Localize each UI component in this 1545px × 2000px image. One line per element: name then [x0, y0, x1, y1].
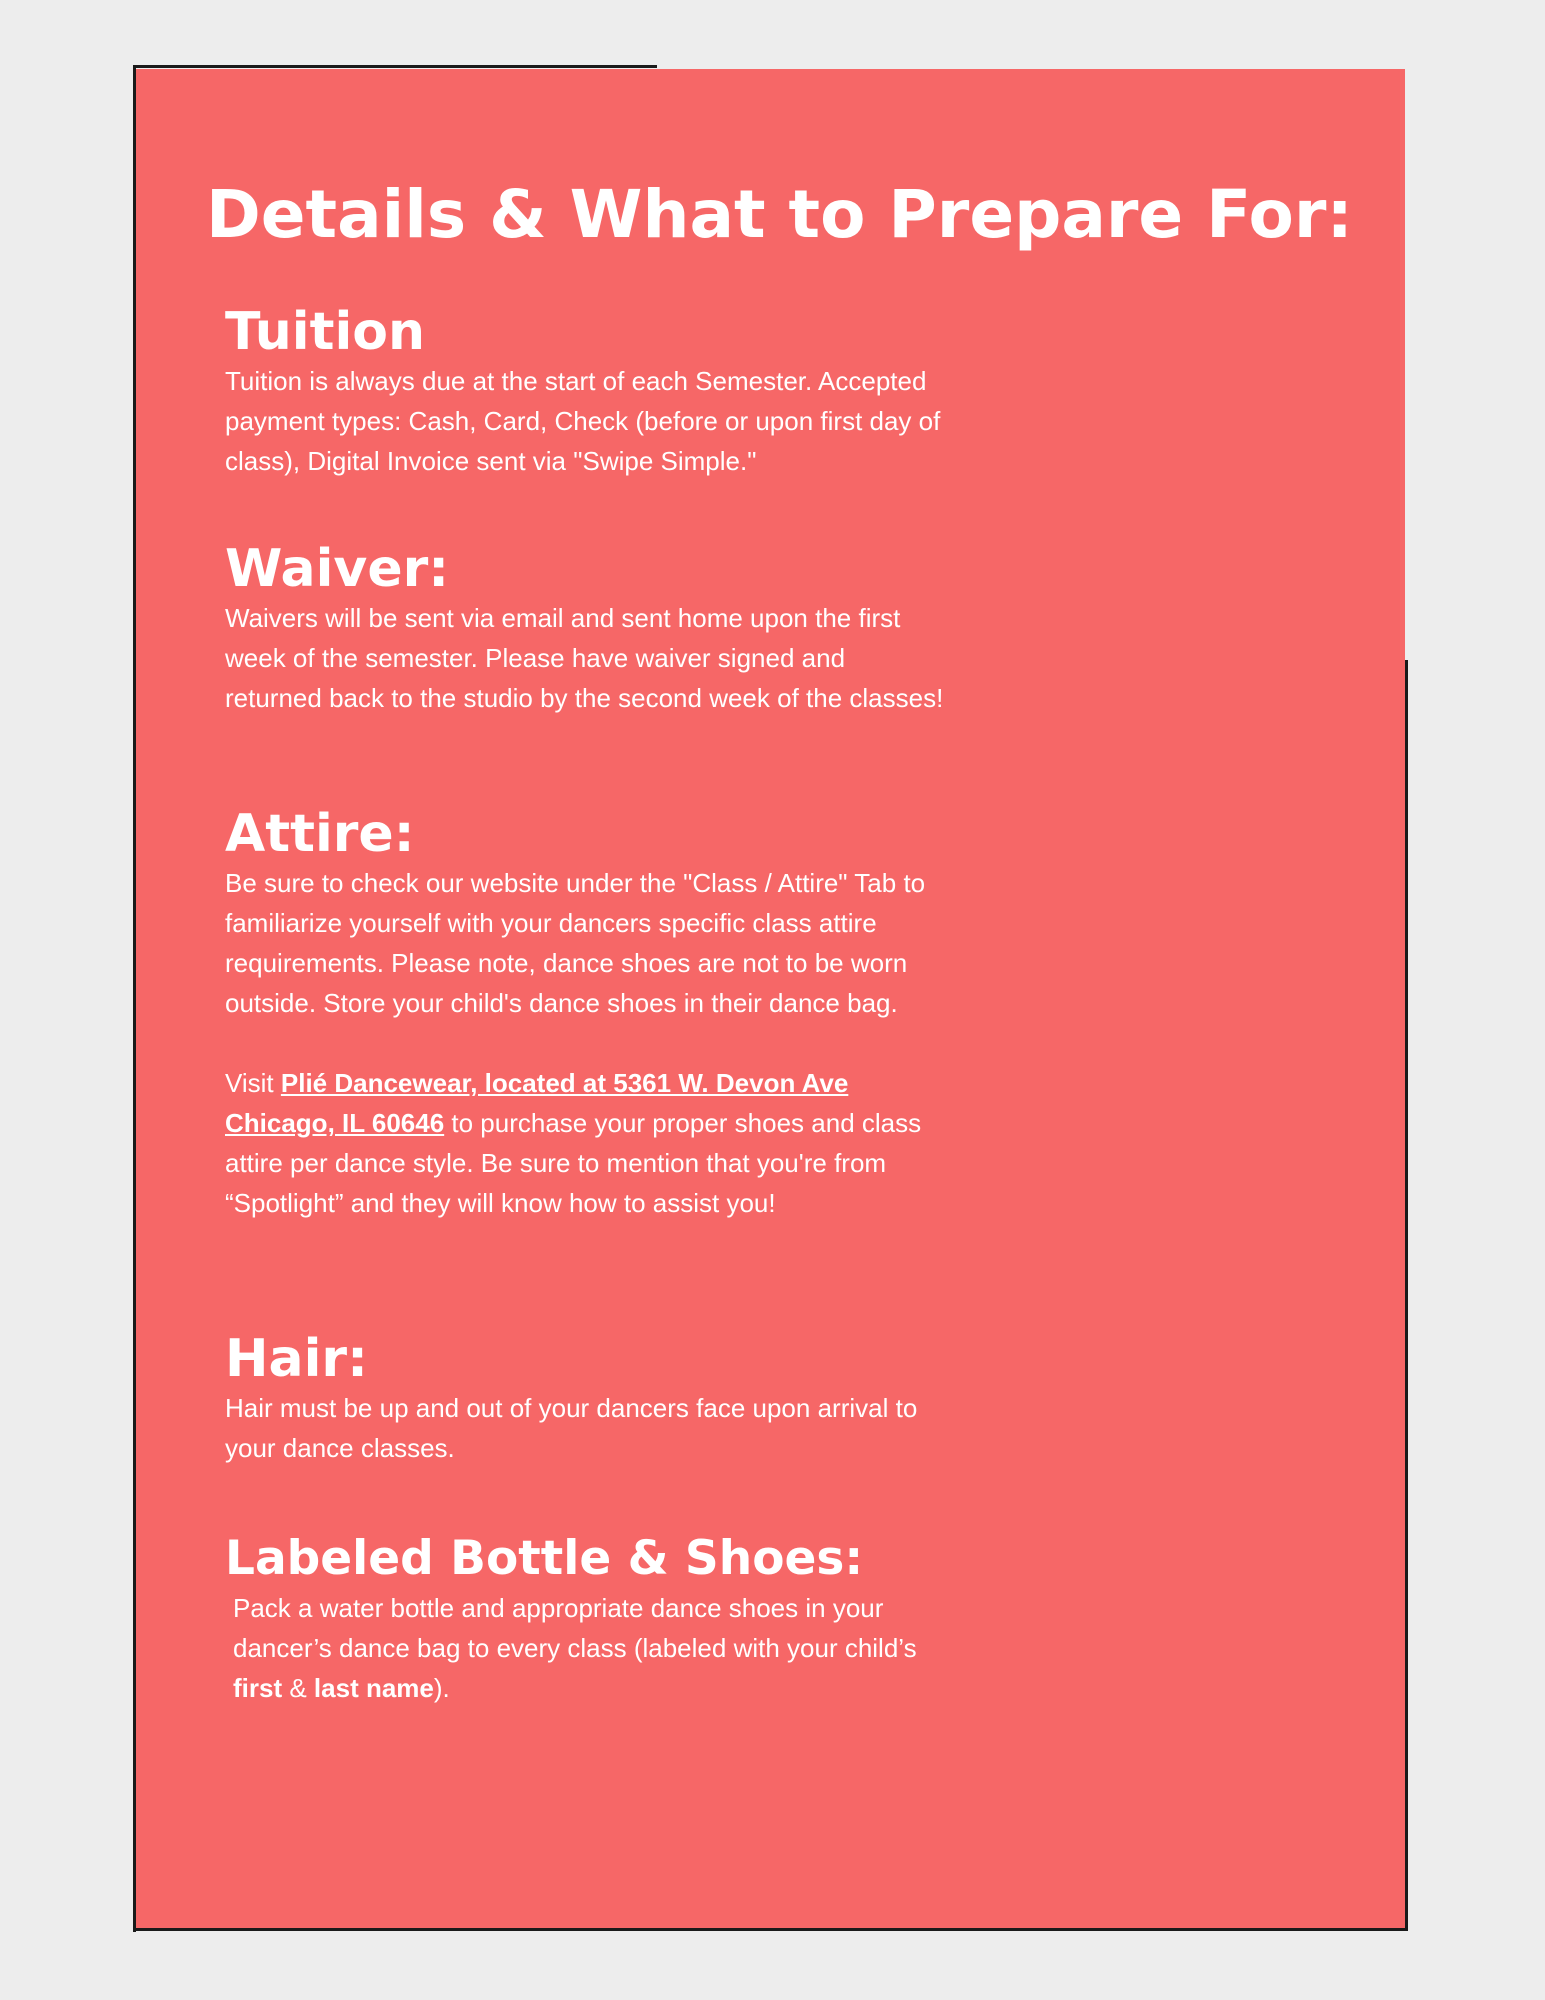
attire-section: [225, 805, 945, 1223]
attire-heading: Attire:: [225, 804, 415, 864]
tuition-section: [225, 303, 945, 481]
dancewear-store-link[interactable]: Plié Dancewear, located at 5361 W. Devon Ave Chicago, IL 60646: [225, 1068, 849, 1138]
waiver-heading: Waiver:: [225, 539, 450, 599]
waiver-text: Waivers will be sent via email and sent home upon the first week of the semester. Please have waiver signed and returned back to the studio by the second week of the classes!: [225, 603, 944, 713]
frame-border-top: [133, 65, 657, 68]
bottle-prefix: Pack a water bottle and appropriate dance shoes in your dancer’s dance bag to every class (labeled with your child’s: [233, 1593, 917, 1663]
page-title: Details & What to Prepare For:: [206, 176, 1353, 253]
frame-border-bottom: [133, 1928, 1408, 1931]
tuition-text: Tuition is always due at the start of each Semester. Accepted payment types: Cash, Card, Check (before or upon first day of class), Digital Invoice sent via "Swipe Simple.": [225, 366, 941, 476]
tuition-heading: Tuition: [225, 302, 426, 362]
bold-first: first: [233, 1673, 283, 1703]
waiver-section: [225, 540, 945, 718]
frame-border-right: [1405, 660, 1408, 1931]
bottle-text: [225, 1588, 945, 1708]
hair-heading: Hair:: [225, 1329, 368, 1389]
bold-last-name: last name: [313, 1673, 434, 1703]
hair-section: [225, 1330, 945, 1468]
bottle-suffix: ).: [433, 1673, 450, 1703]
bottle-middle: &: [282, 1673, 314, 1703]
bottle-heading: Labeled Bottle & Shoes:: [225, 1531, 864, 1586]
content-panel: [136, 69, 1405, 1928]
visit-suffix: to purchase your proper shoes and class attire per dance style. Be sure to mention that you're from “Spotlight” and they will know how to assist you!: [225, 1108, 922, 1218]
hair-text: Hair must be up and out of your dancers face upon arrival to your dance classes.: [225, 1393, 918, 1463]
bottle-section: [225, 1530, 945, 1708]
visit-prefix: Visit: [225, 1068, 281, 1098]
attire-visit-text: [225, 1063, 945, 1223]
attire-text: Be sure to check our website under the "Class / Attire" Tab to familiarize yourself with your dancers specific class attire requirements. Please note, dance shoes are not to be worn outside. Store your child's dance shoes in their dance bag.: [225, 868, 926, 1018]
